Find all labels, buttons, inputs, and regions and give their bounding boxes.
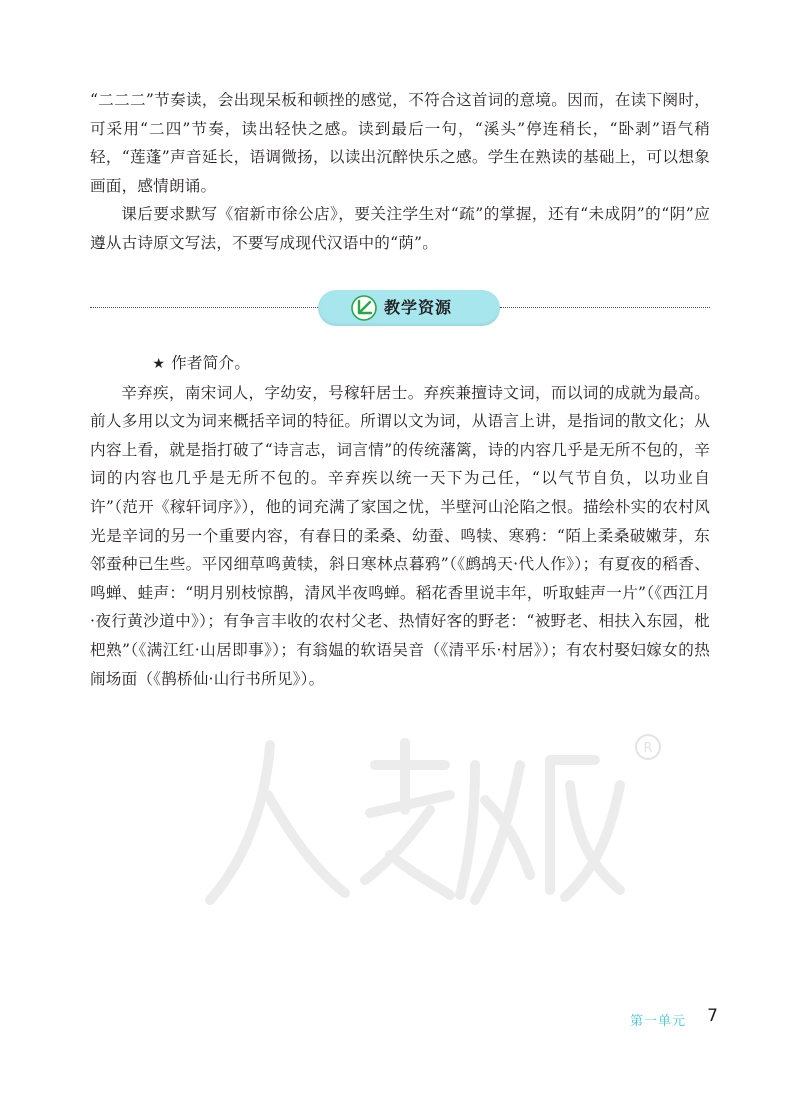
star-icon: ★ <box>152 356 166 372</box>
publisher-watermark-logo <box>200 725 670 915</box>
section-title: 教学资源 <box>384 298 453 317</box>
paragraph-dictation-note: 课后要求默写《宿新市徐公店》，要关注学生对“疏”的掌握，还有“未成阴”的“阴”应遵从古诗原文写法，不要写成现代汉语中的“荫”。 <box>90 205 710 252</box>
page-number: 7 <box>707 1006 718 1026</box>
registered-trademark-mark: R <box>643 741 653 756</box>
resources-section <box>90 349 710 693</box>
author-intro-heading <box>90 349 710 379</box>
arrow-down-right-circle-icon <box>351 295 377 321</box>
top-text-section <box>90 86 710 258</box>
author-intro-label: 作者简介。 <box>171 354 251 372</box>
section-divider <box>90 288 710 328</box>
section-header-badge <box>318 290 500 326</box>
unit-label: 第一单元 <box>629 1014 686 1029</box>
dotted-rule-right <box>500 307 710 308</box>
paragraph-reading-rhythm: “二二二”节奏读，会出现呆板和顿挫的感觉，不符合这首词的意境。因而，在读下阕时，可采用“二四”节奏，读出轻快之感。读到最后一句，“溪头”停连稍长，“卧剥”语气稍轻，“莲蓬”声音延长，语调微扬，以读出沉醉快乐之感。学生在熟读的基础上，可以想象画面，感情朗诵。 <box>90 91 710 195</box>
dotted-rule-left <box>90 307 318 308</box>
paragraph-author-bio: 辛弃疾，南宋词人，字幼安，号稼轩居士。弃疾兼擅诗文词，而以词的成就为最高。前人多用以文为词来概括辛词的特征。所谓以文为词，从语言上讲，是指词的散文化；从内容上看，就是指打破了“诗言志，词言情”的传统藩篱，诗的内容几乎是无所不包的，辛词的内容也几乎是无所不包的。辛弃疾以统一天下为己任，“以气节自负，以功业自许”（范开《稼轩词序》），他的词充满了家国之忧，半壁河山沦陷之恨。描绘朴实的农村风光是辛词的另一个重要内容，有春日的柔桑、幼蚕、鸣犊、寒鸦：“陌上柔桑破嫩芽，东邻蚕种已生些。平冈细草鸣黄犊，斜日寒林点暮鸦”（《鹧鸪天·代人作》）；有夏夜的稻香、鸣蝉、蛙声：“明月别枝惊鹊，清风半夜鸣蝉。稻花香里说丰年，听取蛙声一片”（《西江月·夜行黄沙道中》）；有争言丰收的农村父老、热情好客的野老：“被野老、相扶入东园，枇杷熟”（《满江红·山居即事》）；有翁媪的软语吴音（《清平乐·村居》）；有农村娶妇嫁女的热闹场面（《鹊桥仙·山行书所见》）。 <box>90 383 710 688</box>
